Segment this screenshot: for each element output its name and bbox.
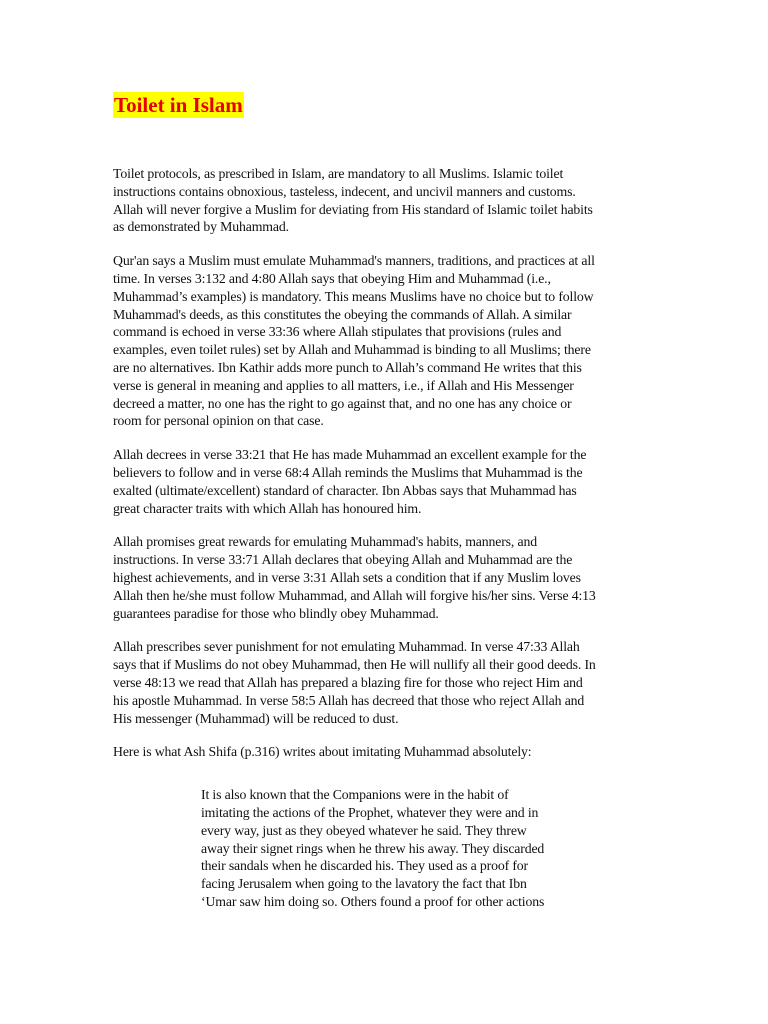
paragraph-punishment: Allah prescribes sever punishment for not emulating Muhammad. In verse 47:33 Allah says that if Muslims do not obey Muhammad, then He will nullify all their good deeds. In verse 48:13 we read that Allah has prepared a blazing fire for those who reject Him and his apostle Muhammad. In verse 58:5 Allah has decreed that those who reject Allah and His messenger (Muhammad) will be reduced to dust. xyxy=(113,639,596,726)
page-title: Toilet in Islam xyxy=(114,93,243,117)
paragraph-ash-shifa-intro: Here is what Ash Shifa (p.316) writes about imitating Muhammad absolutely: xyxy=(113,744,532,760)
document-body xyxy=(113,165,668,911)
paragraph-excellent-example: Allah decrees in verse 33:21 that He has made Muhammad an excellent example for the believers to follow and in verse 68:4 Allah reminds the Muslims that Muhammad is the exalted (ultimate/excellent) standard of character. Ibn Abbas says that Muhammad has great character traits with which Allah has honoured him. xyxy=(113,447,587,516)
paragraph-quran-emulation: Qur'an says a Muslim must emulate Muhammad's manners, traditions, and practices at all time. In verses 3:132 and 4:80 Allah says that obeying Him and Muhammad (i.e., Muhammad’s examples) is mandatory. This means Muslims have no choice but to follow Muhammad's deeds, as this constitutes the obeying the commands of Allah. A similar command is echoed in verse 33:36 where Allah stipulates that provisions (rules and examples, even toilet rules) set by Allah and Muhammad is binding to all Muslims; there are no alternatives. Ibn Kathir adds more punch to Allah’s command He writes that this verse is general in meaning and applies to all matters, i.e., if Allah and His Messenger decreed a matter, no one has the right to go against that, and no one has any choice or room for personal opinion on that case. xyxy=(113,253,595,429)
paragraph-intro: Toilet protocols, as prescribed in Islam, are mandatory to all Muslims. Islamic toilet instructions contains obnoxious, tasteless, indecent, and uncivil manners and customs. Allah will never forgive a Muslim for deviating from His standard of Islamic toilet habits as demonstrated by Muhammad. xyxy=(113,166,593,235)
paragraph-rewards: Allah promises great rewards for emulating Muhammad's habits, manners, and instructions. In verse 33:71 Allah declares that obeying Allah and Muhammad are the highest achievements, and in verse 3:31 Allah sets a condition that if any Muslim loves Allah then he/she must follow Muhammad, and Allah will forgive his/her sins. Verse 4:13 guarantees paradise for those who blindly obey Muhammad. xyxy=(113,534,596,621)
block-quote: It is also known that the Companions were in the habit of imitating the actions of the Prophet, whatever they were and in every way, just as they obeyed whatever he said. They threw away their signet rings when he threw his away. They discarded their sandals when he discarded his. They used as a proof for facing Jerusalem when going to the lavatory the fact that Ibn ‘Umar saw him doing so. Others found a proof for other actions xyxy=(201,787,545,909)
